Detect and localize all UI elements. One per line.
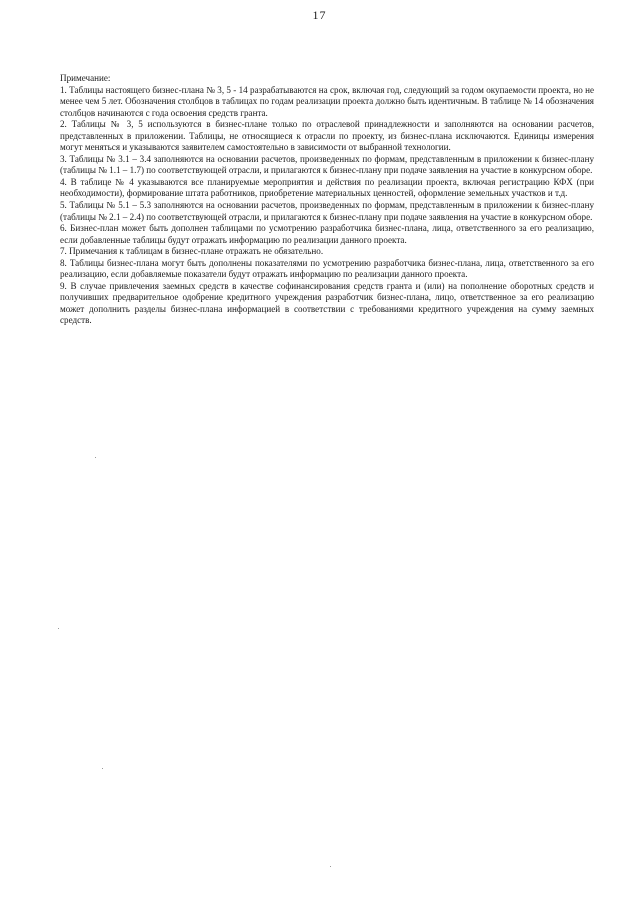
page-number: 17: [312, 8, 327, 22]
scan-speck: [330, 866, 331, 867]
scan-speck: [102, 768, 103, 769]
notes-section: [60, 73, 594, 327]
scan-speck: [58, 628, 59, 629]
note-item-2: 2. Таблицы № 3, 5 используются в бизнес-плане только по отраслевой принадлежности и заполняются на основании расчетов, представленных в приложении. Таблицы, не относящиеся к отрасли по проекту, из бизнес-плана исключаются. Единицы измерения могут меняться и указываются заявителем самостоятельно в зависимости от выбранной технологии.: [60, 119, 594, 153]
note-item-6: 6. Бизнес-план может быть дополнен таблицами по усмотрению разработчика бизнес-плана, лица, ответственного за его реализацию, если добавленные таблицы будут отражать информацию по реализации данного проекта.: [60, 223, 594, 245]
note-item-9: 9. В случае привлечения заемных средств в качестве софинансирования средств гранта и (или) на пополнение оборотных средств и получивших предварительное одобрение кредитного учреждения разработчик бизнес-плана, лицо, ответственное за его реализацию может дополнить разделы бизнес-плана информацией в соответствии с требованиями кредитного учреждения на сумму заемных средств.: [60, 280, 594, 326]
scan-speck: [95, 457, 96, 458]
note-item-1: 1. Таблицы настоящего бизнес-плана № 3, 5 - 14 разрабатываются на срок, включая год, следующий за годом окупаемости проекта, но не менее чем 5 лет. Обозначения столбцов в таблицах по годам реализации проекта должно быть идентичным. В таблице № 14 обозначения столбцов начинаются с года освоения средств гранта.: [60, 84, 594, 118]
notes-heading: Примечание:: [60, 73, 111, 83]
note-item-5: 5. Таблицы № 5.1 – 5.3 заполняются на основании расчетов, произведенных по формам, представленным в приложении к бизнес-плану (таблицы № 2.1 – 2.4) по соответствующей отрасли, и прилагаются к бизнес-плану при подаче заявления на участие в конкурсном оборе.: [60, 200, 594, 222]
note-item-3: 3. Таблицы № 3.1 – 3.4 заполняются на основании расчетов, произведенных по формам, представленным в приложении к бизнес-плану (таблицы № 1.1 – 1.7) по соответствующей отрасли, и прилагаются к бизнес-плану при подаче заявления на участие в конкурсном оборе.: [60, 153, 594, 176]
note-item-8: 8. Таблицы бизнес-плана могут быть дополнены показателями по усмотрению разработчика бизнес-плана, лица, ответственного за его реализацию, если добавляемые показатели будут отражать информацию по реализации данного проекта.: [60, 257, 594, 280]
note-item-7: 7. Примечания к таблицам в бизнес-плане отражать не обязательно.: [60, 246, 324, 257]
note-item-4: 4. В таблице № 4 указываются все планируемые мероприятия и действия по реализации проекта, включая регистрацию КФХ (при необходимости), формирование штата работников, приобретение материальных ценностей, оформление земельных участков и т.д.: [60, 176, 594, 199]
